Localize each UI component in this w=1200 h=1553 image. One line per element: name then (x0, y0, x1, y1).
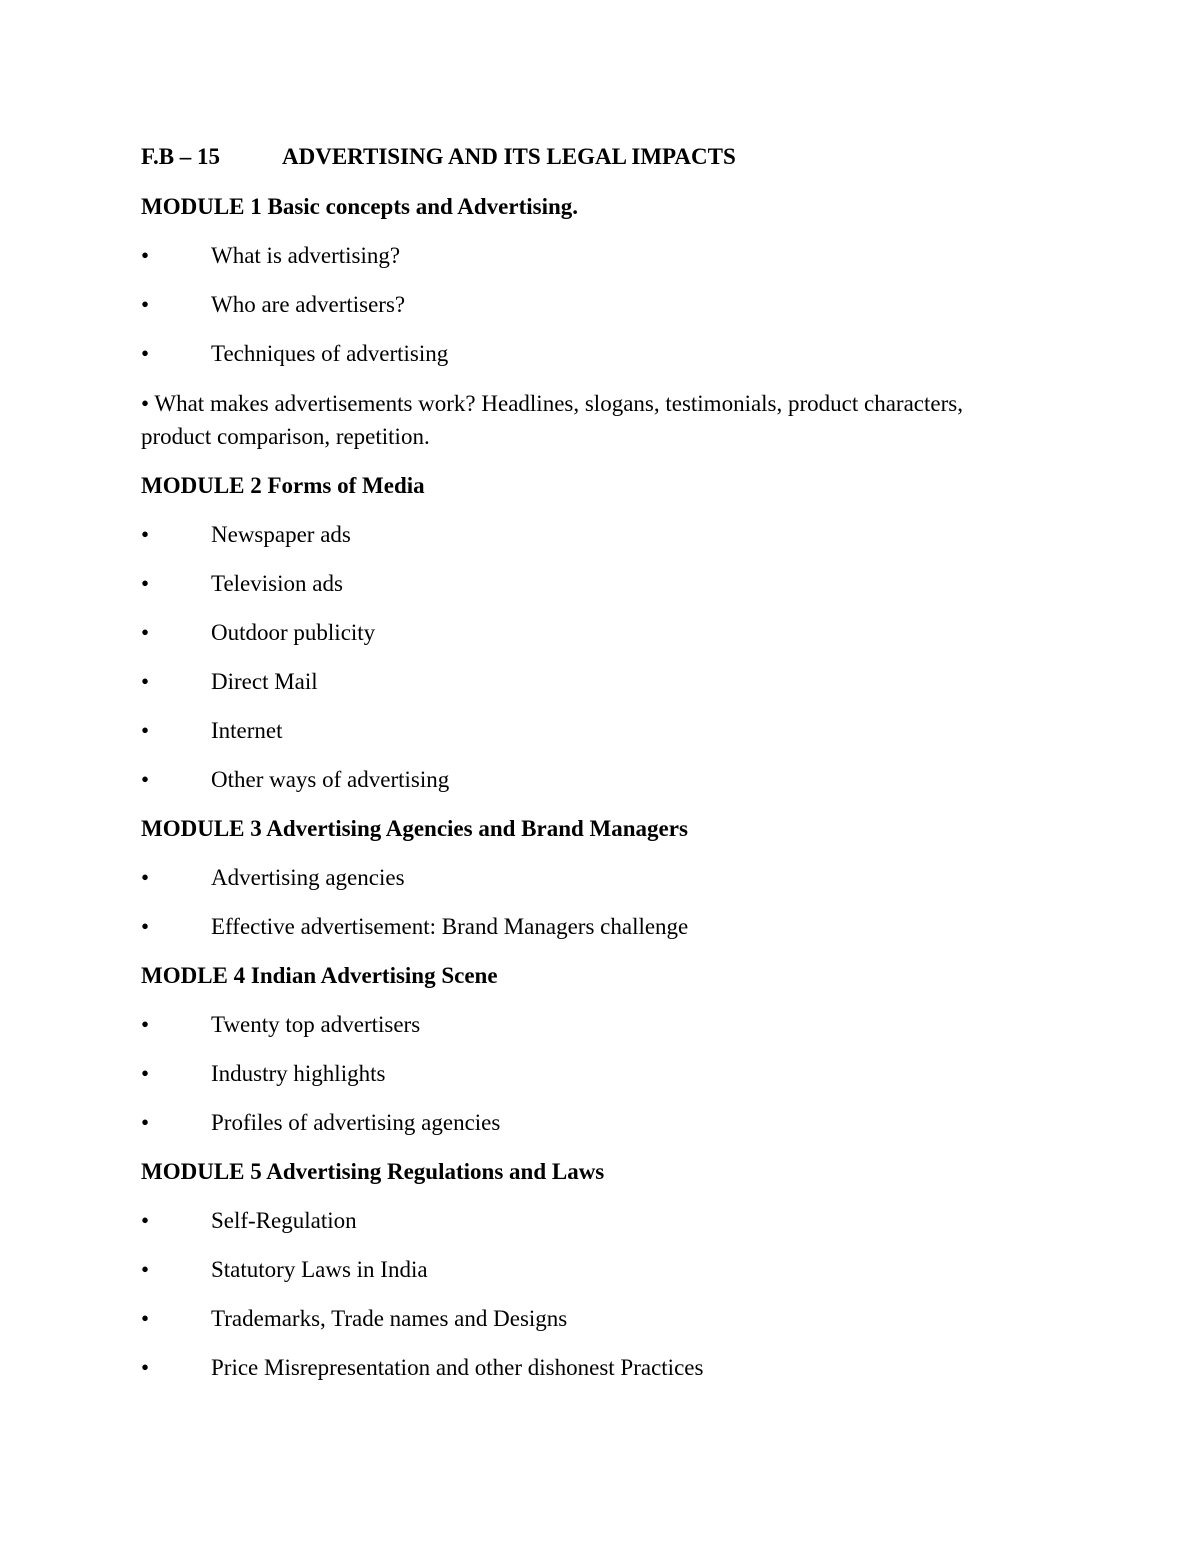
list-item: • Self-Regulation (141, 1205, 1021, 1237)
bullet-icon: • (141, 292, 150, 317)
list-item: • Industry highlights (141, 1058, 1021, 1090)
list-item: • Profiles of advertising agencies (141, 1107, 1021, 1139)
list-item: • Direct Mail (141, 666, 1021, 698)
course-title: ADVERTISING AND ITS LEGAL IMPACTS (282, 144, 736, 169)
list-item: • Television ads (141, 568, 1021, 600)
list-item: • Other ways of advertising (141, 764, 1021, 796)
list-item: • Internet (141, 715, 1021, 747)
bullet-icon: • (141, 1208, 150, 1233)
list-item: • Price Misrepresentation and other dishonest Practices (141, 1352, 1021, 1384)
document-page (141, 141, 1021, 1401)
list-item: • Who are advertisers? (141, 289, 1021, 321)
bullet-icon: • (141, 522, 150, 547)
course-code: F.B – 15 (141, 144, 221, 169)
bullet-icon: • (141, 767, 150, 792)
bullet-icon: • (141, 1306, 150, 1331)
bullet-icon: • (141, 1257, 150, 1282)
module-1-heading: MODULE 1 Basic concepts and Advertising. (141, 194, 579, 219)
module-3-heading: MODULE 3 Advertising Agencies and Brand Managers (141, 816, 688, 841)
module-5-heading: MODULE 5 Advertising Regulations and Laws (141, 1159, 605, 1184)
list-item: • Advertising agencies (141, 862, 1021, 894)
module-1-paragraph: • What makes advertisements work? Headlines, slogans, testimonials, product characters, product comparison, repetition. (141, 391, 963, 449)
bullet-icon: • (141, 865, 150, 890)
document-title (141, 141, 1021, 173)
list-item: • Effective advertisement: Brand Managers challenge (141, 911, 1021, 943)
bullet-icon: • (141, 243, 150, 268)
bullet-icon: • (141, 571, 150, 596)
list-item: • Twenty top advertisers (141, 1009, 1021, 1041)
list-item: • Statutory Laws in India (141, 1254, 1021, 1286)
bullet-icon: • (141, 1355, 150, 1380)
bullet-icon: • (141, 341, 150, 366)
module-2-heading: MODULE 2 Forms of Media (141, 473, 425, 498)
bullet-icon: • (141, 620, 150, 645)
list-item: • Newspaper ads (141, 519, 1021, 551)
bullet-icon: • (141, 914, 150, 939)
bullet-icon: • (141, 718, 150, 743)
module-4-heading: MODLE 4 Indian Advertising Scene (141, 963, 498, 988)
bullet-icon: • (141, 1061, 150, 1086)
list-item: • Outdoor publicity (141, 617, 1021, 649)
bullet-icon: • (141, 1110, 150, 1135)
list-item: • Techniques of advertising (141, 338, 1021, 370)
list-item: • What is advertising? (141, 240, 1021, 272)
list-item: • Trademarks, Trade names and Designs (141, 1303, 1021, 1335)
bullet-icon: • (141, 669, 150, 694)
bullet-icon: • (141, 1012, 150, 1037)
